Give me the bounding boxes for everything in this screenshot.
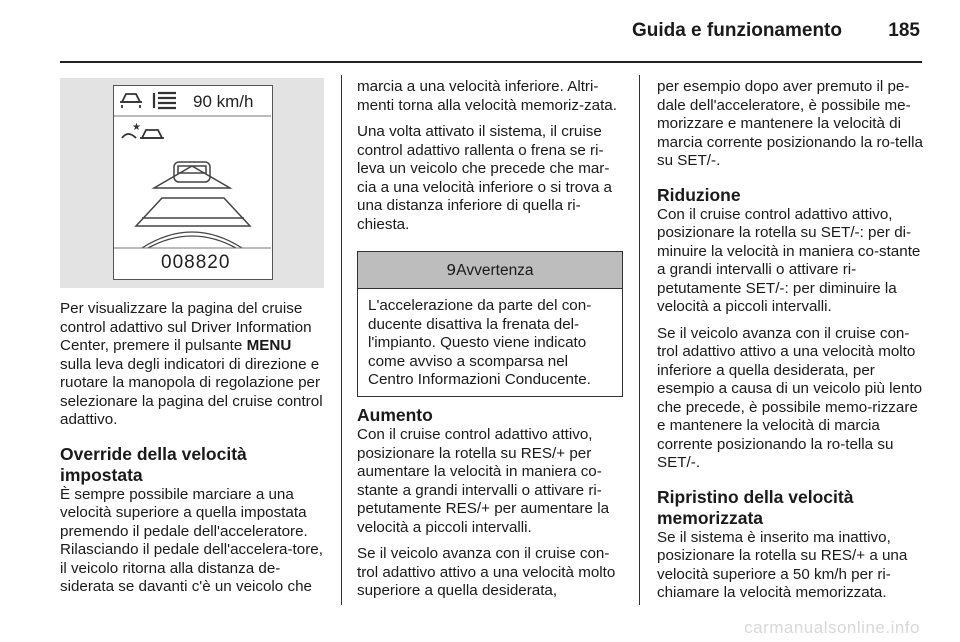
aumento-paragraph-2: Se il veicolo avanza con il cruise con-trol adattivo attivo a una velocità molto superiore a quella desiderata, <box>357 545 616 599</box>
header-rule <box>60 61 922 63</box>
column-3 <box>657 78 923 611</box>
heading-aumento: Aumento <box>357 405 433 425</box>
column-2-lower <box>357 405 623 609</box>
watermark: carmanualsonline.info <box>744 618 920 637</box>
continued-paragraph: marcia a una velocità inferiore. Altri-menti torna alla velocità memoriz-zata. <box>357 78 617 114</box>
override-paragraph: È sempre possibile marciare a una velocità superiore a quella impostata premendo il pedale dell'acceleratore. Rilasciando il pedale dell'accelera-tore, il veicolo ritorna alla distanza de-siderata se davanti c'è un veicolo che <box>60 485 323 595</box>
section-title: Guida e funzionamento <box>631 20 842 41</box>
heading-riduzione: Riduzione <box>657 184 741 205</box>
adaptive-cruise-icon <box>122 122 164 138</box>
heading-ripristino: Ripristino della velocità memorizzata <box>657 486 854 528</box>
car-radar-icon <box>120 94 142 108</box>
riduzione-paragraph-2: Se il veicolo avanza con il cruise con-trol adattivo attivo a una velocità molto inferiore a quella desiderata, per esempio a causa di un veicolo più lento che precede, è possibile memo-rizzare e mantenere la velocità di marcia corrente posizionando la ro-tella su SET/-. <box>657 324 923 471</box>
riduzione-paragraph: Con il cruise control adattivo attivo, posizionare la rotella su SET/-: per di-minuire la velocità in maniera co-stante a grandi intervalli o attivare ri-petutamente SET/-: per diminuire la velocità a piccoli intervalli. <box>657 205 921 315</box>
odometer-readout: 008820 <box>161 252 231 273</box>
column-divider-1 <box>341 75 342 605</box>
svg-text:★: ★ <box>132 122 141 133</box>
warning-text: L'accelerazione da parte del con-ducente disattiva la frenata del-l'impianto. Questo viene indicato come avviso a scomparsa nel Centro Informazioni Conducente. <box>368 297 592 388</box>
page-number: 185 <box>888 20 920 41</box>
intro-paragraph: Per visualizzare la pagina del cruise control adattivo sul Driver Information Center, premere il pulsante MENU sulla leva degli indicatori di direzione e ruotare la manopola di regolazione per selezionare la pagina del cruise control adattivo. <box>60 300 323 428</box>
distance-bars-icon <box>154 93 176 108</box>
column-1 <box>60 300 324 605</box>
warning-box <box>357 251 623 397</box>
aumento-paragraph: Con il cruise control adattivo attivo, posizionare la rotella su RES/+ per aumentare la velocità in maniera co-stante a grandi intervalli o attivare ri-petutamente RES/+ per aumentare la velocità a piccoli intervalli. <box>357 426 610 536</box>
driver-information-display <box>113 85 273 280</box>
warning-title: Avvertenza <box>456 262 534 279</box>
column-divider-2 <box>639 75 640 605</box>
continued-paragraph-3: per esempio dopo aver premuto il pe-dale dell'acceleratore, è possibile me-morizzare e mantenere la velocità di marcia corrente posizionando la ro-tella su SET/-. <box>657 78 923 169</box>
road-vehicle-icon <box>136 162 250 226</box>
gauge-arc-icon <box>142 232 242 248</box>
ripristino-paragraph: Se il sistema è inserito ma inattivo, posizionare la rotella su RES/+ a una velocità superiore a 50 km/h per ri-chiamare la velocità memorizzata. <box>657 528 908 601</box>
page-header <box>0 0 960 62</box>
speed-readout: 90 km/h <box>193 92 254 111</box>
warning-symbol: 9 <box>446 261 457 279</box>
column-2 <box>357 78 623 242</box>
heading-override: Override della velocità impostata <box>60 443 247 485</box>
warning-header <box>358 252 622 289</box>
braking-paragraph: Una volta attivato il sistema, il cruise control adattivo rallenta o frena se ri-leva un veicolo che precede che mar-cia a una velocità inferiore o si trova a una distanza inferiore di quella ri-chiesta. <box>357 123 612 233</box>
